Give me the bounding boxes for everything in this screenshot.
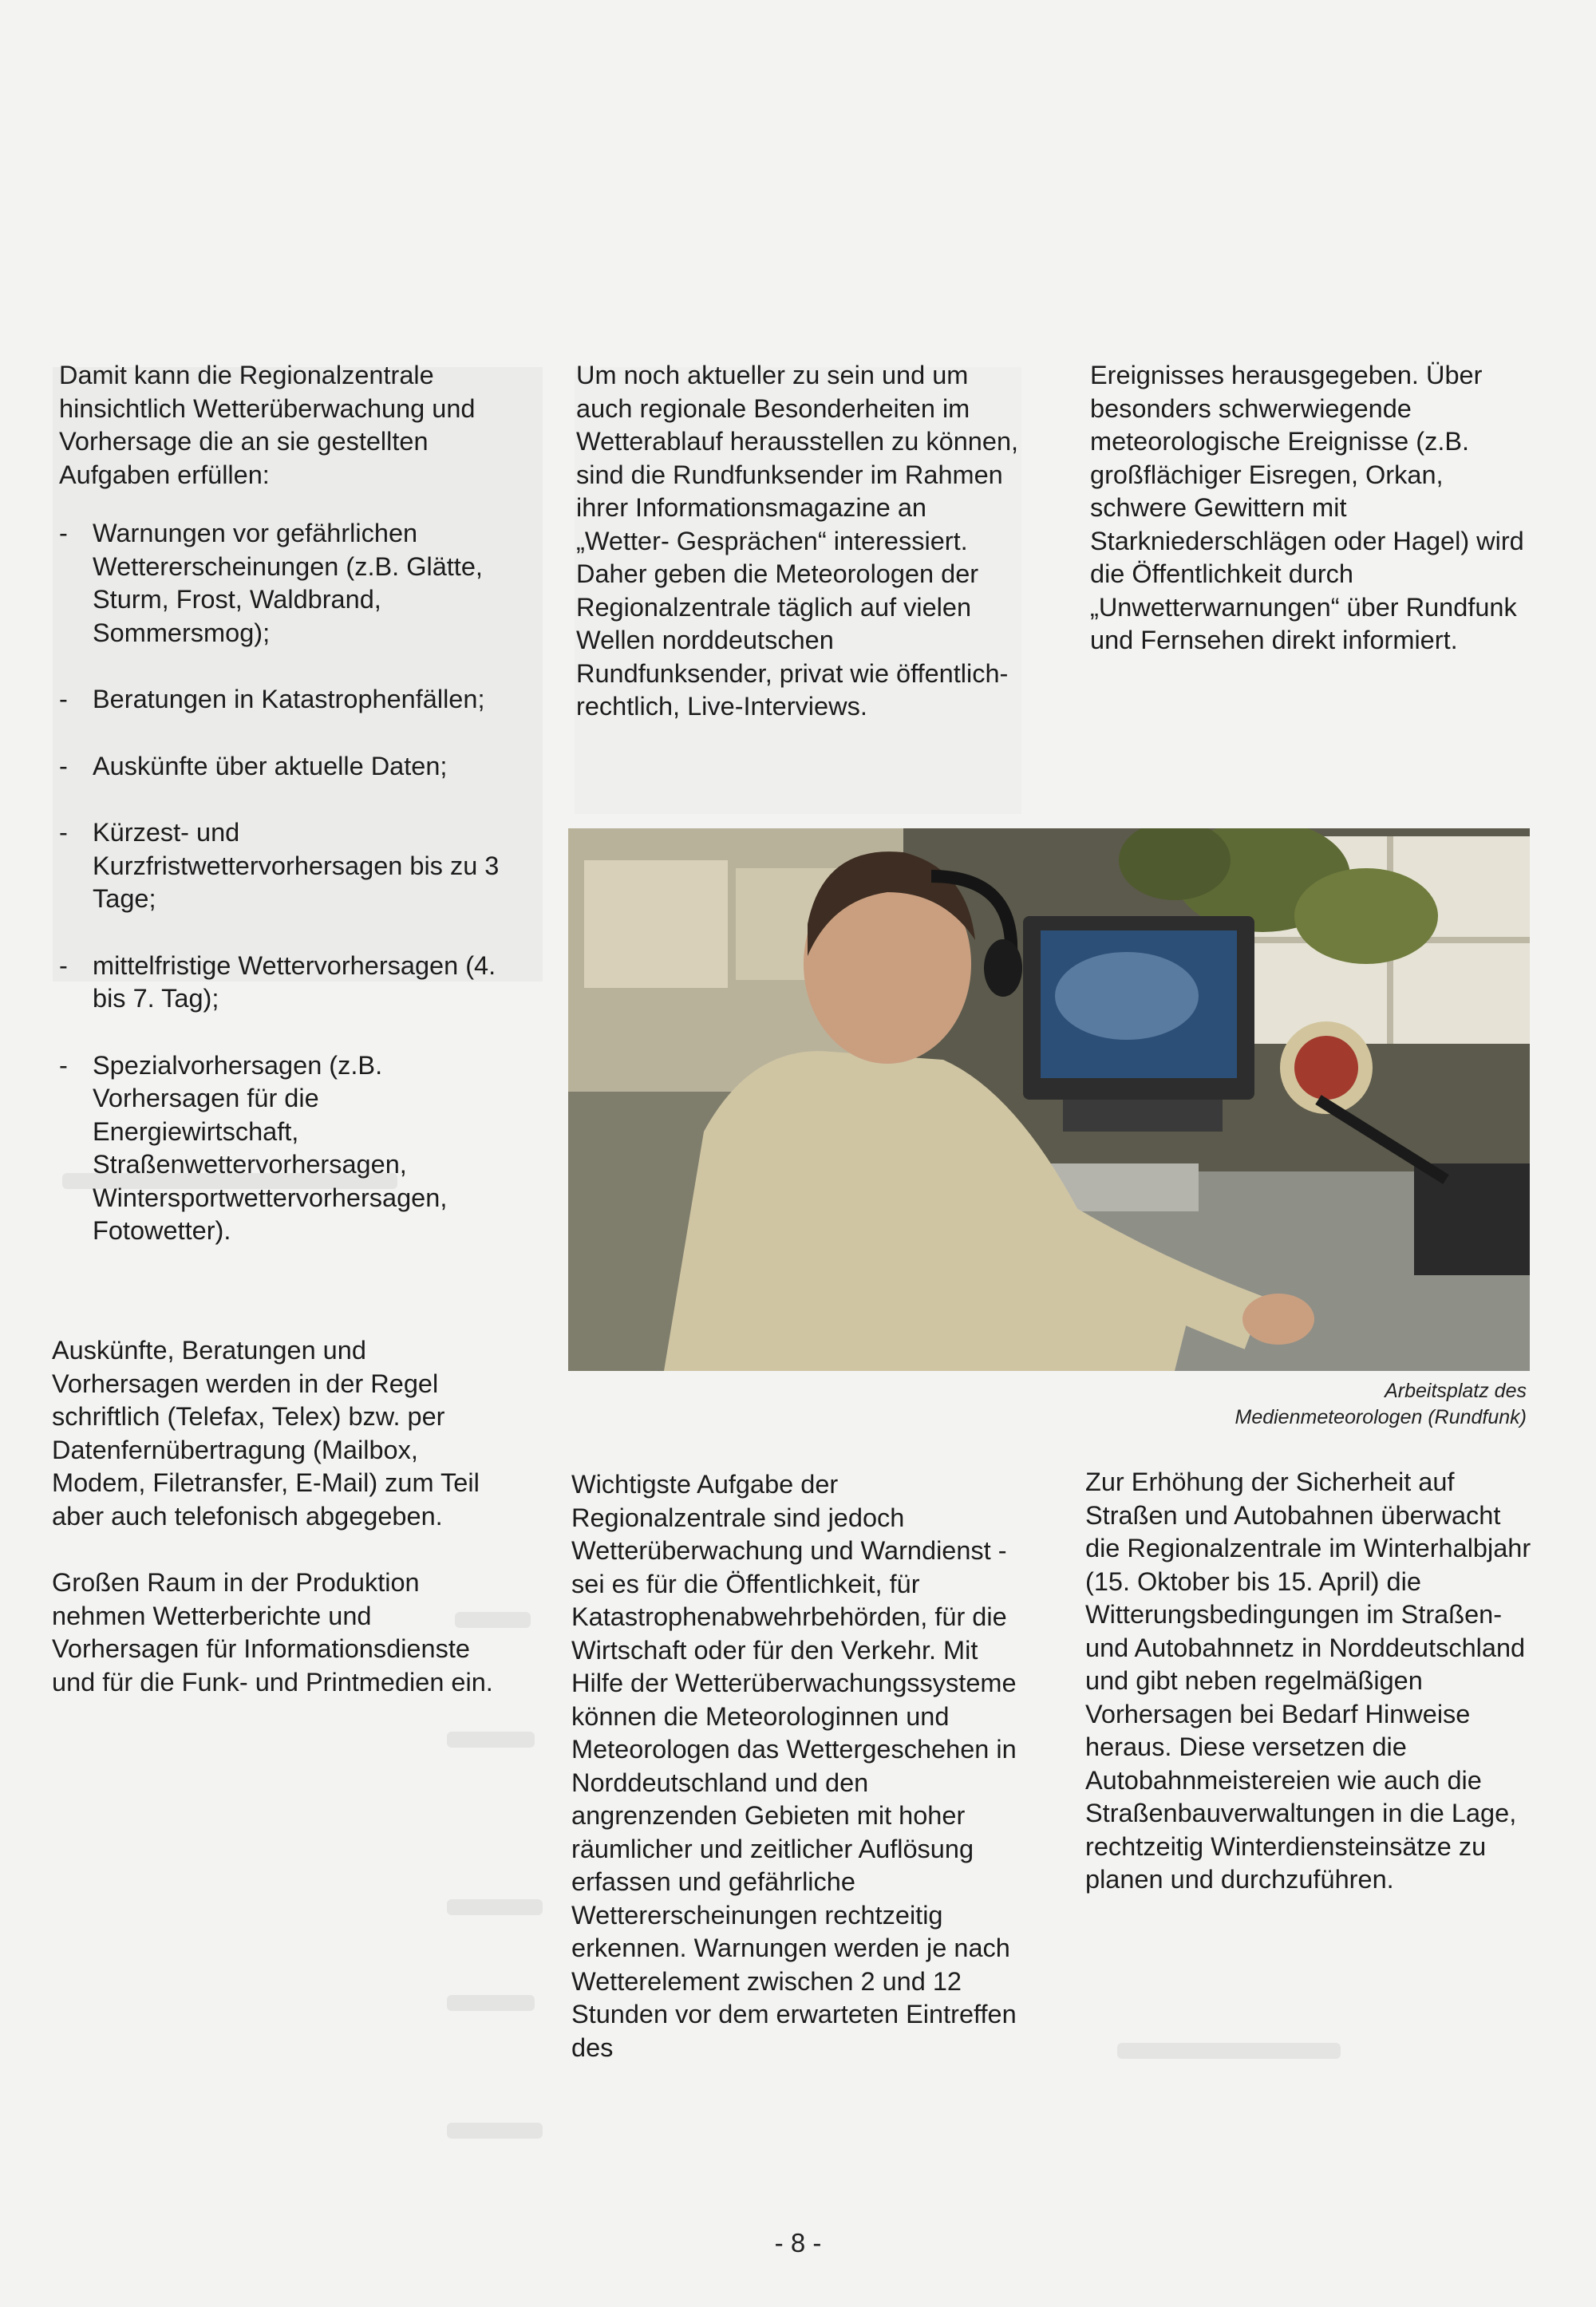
delivery-paragraph: Auskünfte, Beratungen und Vorhersagen werden in der Regel schriftlich (Telefax, Telex) bzw. per Datenfernübertragung (Mailbox, Modem, Filetransfer, E-Mail) zum Teil aber auch telefonisch abgegeben.: [52, 1336, 480, 1531]
column-2-lower: [571, 1468, 1018, 2064]
list-item: - Warnungen vor gefährlichen Wettererscheinungen (z.B. Glätte, Sturm, Frost, Waldbrand, Sommersmog);: [59, 519, 483, 647]
winter-service-paragraph: Zur Erhöhung der Sicherheit auf Straßen und Autobahnen überwacht die Regionalzentrale im Winterhalbjahr (15. Oktober bis 15. April) die Witterungsbedingungen im Straßen- und Autobahnnetz in Norddeutschland und gibt neben regelmäßigen Vorhersagen bei Bedarf Hinweise heraus. Diese versetzen die Autobahnmeistereien wie auch die Straßenbauverwaltungen in die Lage, rechtzeitig Winterdiensteinsätze zu planen und durchzuführen.: [1085, 1468, 1531, 1894]
production-paragraph: Großen Raum in der Produktion nehmen Wetterberichte und Vorhersagen für Informationsdienste und für die Funk- und Printmedien ein.: [52, 1568, 493, 1697]
workplace-photo: [568, 828, 1530, 1371]
show-through-line: [1117, 2043, 1341, 2059]
radio-paragraph: Um noch aktueller zu sein und um auch regionale Besonderheiten im Wetterablauf herausstellen zu können, sind die Rundfunksender im Rahmen ihrer Informationsmagazine an „Wetter- Gesprächen“ interessiert. Daher geben die Meteorologen der Regionalzentrale täglich auf vielen Wellen norddeutschen Rundfunksender, privat wie öffentlich-rechtlich, Live-Interviews.: [576, 361, 1019, 721]
column-1: [57, 359, 504, 1282]
show-through-line: [447, 1995, 535, 2011]
list-item: - Beratungen in Katastrophenfällen;: [59, 685, 485, 713]
list-item: - Spezialvorhersagen (z.B. Vorhersagen für die Energiewirtschaft, Straßenwettervorhersagen, Wintersportwettervorhersagen, Fotowetter).: [59, 1050, 448, 1245]
show-through-line: [447, 2123, 543, 2139]
photo-caption: Arbeitsplatz des Medienmeteorologen (Rundfunk): [1235, 1380, 1527, 1428]
column-2: [576, 359, 1023, 724]
column-3-lower: [1085, 1466, 1532, 1897]
show-through-line: [447, 1732, 535, 1748]
list-item: - Kürzest- und Kurzfristwettervorhersagen bis zu 3 Tage;: [59, 818, 500, 913]
list-item: - Auskünfte über aktuelle Daten;: [59, 751, 448, 780]
task-list: [57, 517, 504, 1248]
meteorologist-illustration: [568, 828, 1530, 1371]
column-3: [1090, 359, 1537, 658]
severe-weather-paragraph: Ereignisses herausgegeben. Über besonders schwerwiegende meteorologische Ereignisse (z.B. großflächiger Eisregen, Orkan, schwere Gewittern mit Starkniederschlägen oder Hagel) wird die Öffentlichkeit durch „Unwetterwarnungen“ über Rundfunk und Fernsehen direkt informiert.: [1090, 361, 1524, 654]
page-number: - 8 -: [774, 2228, 822, 2258]
column-1-lower: [52, 1334, 499, 1699]
main-task-paragraph: Wichtigste Aufgabe der Regionalzentrale sind jedoch Wetterüberwachung und Warndienst - sei es für die Öffentlichkeit, für Katastrophenabwehrbehörden, für die Wirtschaft oder für den Verkehr. Mit Hilfe der Wetterüberwachungssysteme können die Meteorologinnen und Meteorologen das Wettergeschehen in Norddeutschland und den angrenzenden Gebieten mit hoher räumlicher und zeitlicher Auflösung erfassen und gefährliche Wettererscheinungen rechtzeitig erkennen. Warnungen werden je nach Wetterelement zwischen 2 und 12 Stunden vor dem erwarteten Eintreffen des: [571, 1470, 1017, 2062]
intro-paragraph: Damit kann die Regionalzentrale hinsichtlich Wetterüberwachung und Vorhersage die an sie gestellten Aufgaben erfüllen:: [59, 361, 476, 489]
list-item: - mittelfristige Wettervorhersagen (4. bis 7. Tag);: [59, 950, 496, 1013]
show-through-line: [447, 1899, 543, 1915]
